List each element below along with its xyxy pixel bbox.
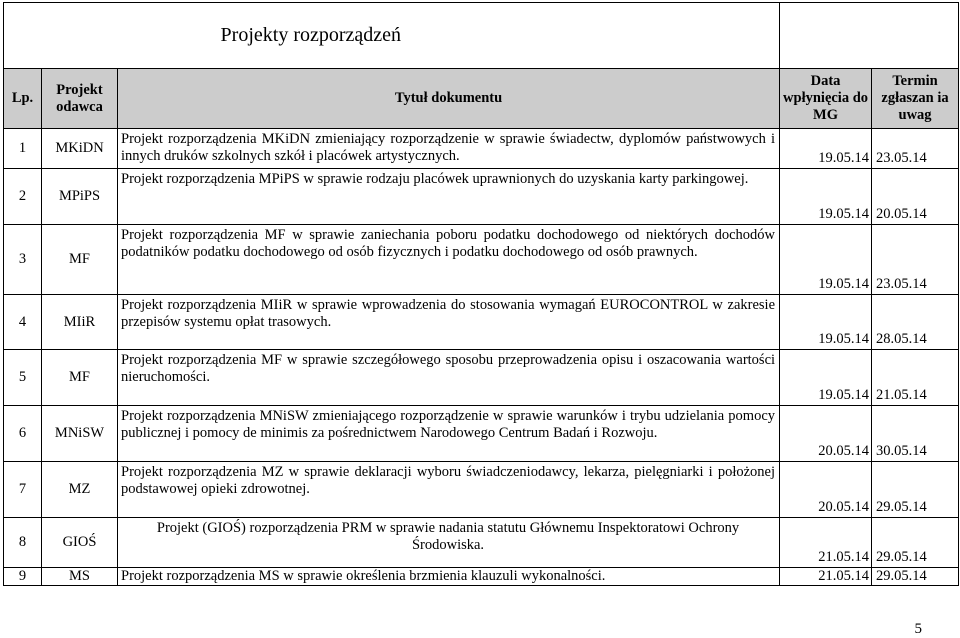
- row-lp: 6: [4, 406, 42, 462]
- table-row: [4, 350, 959, 406]
- row-doc-title: Projekt rozporządzenia MIiR w sprawie wprowadzenia do stosowania wymagań EUROCONTROL w zakresie przepisów systemu opłat trasowych.: [118, 295, 780, 350]
- page-title: Projekty rozporządzeń: [4, 3, 780, 69]
- row-deadline-date: 23.05.14: [872, 225, 959, 295]
- row-doc-title: Projekt rozporządzenia MF w sprawie zaniechania poboru podatku dochodowego od niektórych dochodów podatników podatku dochodowego od osób fizycznych i podatku dochodowego od osób prawnych.: [118, 225, 780, 295]
- page-number: 5: [914, 621, 922, 637]
- row-received-date: 19.05.14: [780, 225, 872, 295]
- row-lp: 3: [4, 225, 42, 295]
- header-row: [4, 69, 959, 129]
- title-blank: [780, 3, 959, 69]
- row-author: MPiPS: [42, 169, 118, 225]
- row-lp: 8: [4, 518, 42, 568]
- row-deadline-date: 29.05.14: [872, 518, 959, 568]
- row-author: MF: [42, 225, 118, 295]
- row-received-date: 19.05.14: [780, 129, 872, 169]
- table-row: [4, 129, 959, 169]
- row-doc-title: Projekt rozporządzenia MZ w sprawie deklaracji wyboru świadczeniodawcy, lekarza, pielęgniarki i położonej podstawowej opieki zdrowotnej.: [118, 462, 780, 518]
- table-row: [4, 295, 959, 350]
- row-doc-title: Projekt rozporządzenia MF w sprawie szczegółowego sposobu przeprowadzenia opisu i oszacowania wartości nieruchomości.: [118, 350, 780, 406]
- row-author: MS: [42, 568, 118, 586]
- row-author: MIiR: [42, 295, 118, 350]
- table-row: [4, 568, 959, 586]
- row-doc-title: Projekt rozporządzenia MNiSW zmieniającego rozporządzenie w sprawie warunków i trybu udzielania pomocy publicznej i pomocy de minimis za pośrednictwem Narodowego Centrum Badań i Rozwoju.: [118, 406, 780, 462]
- row-doc-title: Projekt (GIOŚ) rozporządzenia PRM w sprawie nadania statutu Głównemu Inspektoratowi Ochrony Środowiska.: [118, 518, 780, 568]
- row-doc-title: Projekt rozporządzenia MS w sprawie określenia brzmienia klauzuli wykonalności.: [118, 568, 780, 586]
- row-author: MF: [42, 350, 118, 406]
- table-row: [4, 462, 959, 518]
- row-deadline-date: 29.05.14: [872, 462, 959, 518]
- row-deadline-date: 29.05.14: [872, 568, 959, 586]
- row-lp: 9: [4, 568, 42, 586]
- row-deadline-date: 20.05.14: [872, 169, 959, 225]
- row-doc-title: Projekt rozporządzenia MPiPS w sprawie rodzaju placówek uprawnionych do uzyskania karty parkingowej.: [118, 169, 780, 225]
- header-doc-title: Tytuł dokumentu: [118, 69, 780, 129]
- header-received: Data wpłynięcia do MG: [780, 69, 872, 129]
- row-deadline-date: 30.05.14: [872, 406, 959, 462]
- row-lp: 7: [4, 462, 42, 518]
- row-received-date: 21.05.14: [780, 518, 872, 568]
- row-doc-title: Projekt rozporządzenia MKiDN zmieniający rozporządzenie w sprawie świadectw, dyplomów państwowych i innych druków szkolnych szkół i placówek artystycznych.: [118, 129, 780, 169]
- row-received-date: 20.05.14: [780, 462, 872, 518]
- row-lp: 1: [4, 129, 42, 169]
- regulations-table: [3, 2, 959, 586]
- row-author: MZ: [42, 462, 118, 518]
- row-author: GIOŚ: [42, 518, 118, 568]
- table-row: [4, 169, 959, 225]
- row-received-date: 19.05.14: [780, 350, 872, 406]
- header-deadline: Termin zgłaszan ia uwag: [872, 69, 959, 129]
- table-row: [4, 406, 959, 462]
- row-lp: 5: [4, 350, 42, 406]
- row-author: MNiSW: [42, 406, 118, 462]
- row-received-date: 20.05.14: [780, 406, 872, 462]
- table-row: [4, 518, 959, 568]
- table-row: [4, 225, 959, 295]
- row-author: MKiDN: [42, 129, 118, 169]
- row-deadline-date: 28.05.14: [872, 295, 959, 350]
- row-received-date: 19.05.14: [780, 169, 872, 225]
- table-body: [4, 129, 959, 586]
- header-lp: Lp.: [4, 69, 42, 129]
- row-deadline-date: 21.05.14: [872, 350, 959, 406]
- row-lp: 4: [4, 295, 42, 350]
- row-received-date: 21.05.14: [780, 568, 872, 586]
- row-lp: 2: [4, 169, 42, 225]
- row-deadline-date: 23.05.14: [872, 129, 959, 169]
- header-author: Projekt odawca: [42, 69, 118, 129]
- row-received-date: 19.05.14: [780, 295, 872, 350]
